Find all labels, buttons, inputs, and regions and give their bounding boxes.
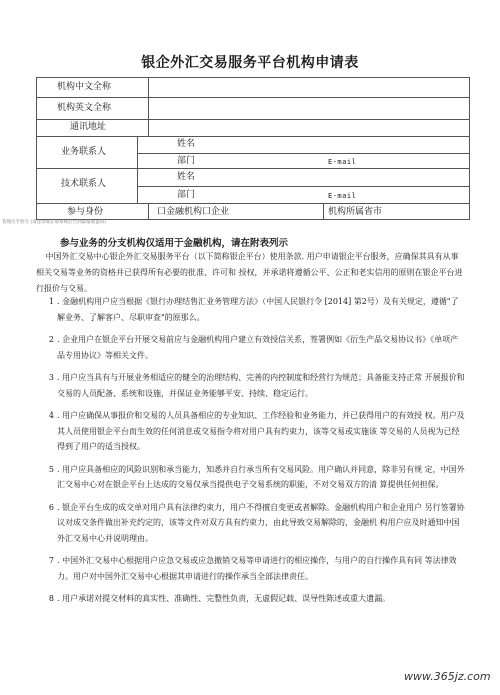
english-name-label: 机构英文全称 (57, 103, 112, 113)
rules-heading: 参与业务的分支机构仅适用于金融机构，请在附表列示 (60, 238, 289, 249)
site-watermark: www.365jz.com (404, 670, 491, 683)
list-item: 1 . 金融机构用户应当根据《银行办理结售汇业务管理方法》（中国人民银行令 [2014] 第2号）及有关规定，遵循"了解业务、了解客户、尽职审查"的原那么。 (48, 297, 459, 322)
english-name-field[interactable] (149, 98, 469, 119)
page-title: 银企外汇交易服务平台机构申请表 (141, 55, 359, 71)
application-form-table (36, 77, 470, 220)
address-label: 通讯地址 (70, 122, 107, 132)
business-contact-name-field[interactable] (207, 137, 469, 153)
chinese-name-field[interactable] (149, 78, 469, 97)
address-field[interactable] (149, 120, 469, 136)
identity-label: 参与身份 (67, 207, 104, 217)
tech-contact-dept-label: 部门 (177, 190, 196, 200)
list-item: 6 . 银企平台生成的成交单对用户具有法律约束力，用户不得擅自变更或者解除。金融机构用户和企业用户 另行签署协议对成交条件做出补充约定的，该等文件对双方具有约束力，由此导致交易解除的，金融机 构用户应及时通知中国外汇交易中心并说明理由。 (48, 502, 465, 543)
province-label: 机构所属省市 (328, 207, 383, 217)
list-item: 7 . 中国外汇交易中心根据用户应急交易或应急撤销交易等申请进行的相应操作，与用户的自行操作具有同 等法律效力。用户对中国外汇交易中心根据其申请进行的操作承当全部法律责任。 (48, 556, 457, 581)
business-contact-email-label: E-mail (328, 158, 357, 166)
tech-contact-name-label: 姓名 (177, 172, 196, 182)
rules-intro: 中国外汇交易中心银企外汇交易服务平台（以下简称银企平台）使用条款. 用户申请银企平台服务，应确保其具有从事相关交易等业务的资格并已获得所有必要的批准、许可和 授权，并承诺将遵循公平、公正和老实信用的原则在银企平台进行报价与交易。 (36, 252, 463, 293)
list-item: 8 . 用户承诺对提交材料的真实性、准确性、完整性负责，无虚假记载、误导性陈述或重大遗漏。 (48, 594, 391, 603)
tech-contact-email-label: E-mail (328, 192, 357, 200)
list-item: 2 . 企业用户在银企平台开展交易前应与金融机构用户建立有效授信关系，签署例如《衍生产品交易协议书》《单项产品专用协议》等相关文件。 (48, 335, 459, 360)
watermark-text: 管理员手机号 (请登录或在那系统后台到最报收益码) (2, 220, 106, 225)
business-contact-name-label: 姓名 (177, 139, 196, 149)
business-contact-dept-label: 部门 (177, 156, 196, 166)
identity-checkbox-option[interactable]: 口金融机构口企业 (157, 207, 230, 217)
list-item: 4 . 用户应确保从事报价和交易的人员具备相应的专业知识、工作经验和业务能力，并已获得用户的有效授 权。用户及其人员使用银企平台而生效的任何消息或交易指令将对用户具有约束力，该等交易或实施该 等交易的人员视为已经得到了用户的适当授权。 (48, 411, 465, 451)
business-contact-label: 业务联系人 (61, 147, 107, 157)
tech-contact-name-field[interactable] (207, 169, 469, 186)
rules-list (36, 294, 466, 614)
chinese-name-label: 机构中文全称 (57, 82, 112, 92)
list-item: 5 . 用户应具备相应的风险识别和承当能力，知悉并自行承当所有交易风险。用户确认并同意，除非另有规 定，中国外汇交易中心对在银企平台上达成的交易仅承当提供电子交易系统的职能，不对交易双方的清 算提供任何担保。 (48, 464, 465, 489)
tech-contact-label: 技术联系人 (61, 179, 107, 189)
list-item: 3 . 用户应当具有与开展业务相适应的健全的治理结构、完善的内控制度和经营行为规范；具备能支持正常 开展报价和交易的人员配备、系统和设施，并保证业务能够平安、持续、稳定运行。 (48, 373, 465, 398)
